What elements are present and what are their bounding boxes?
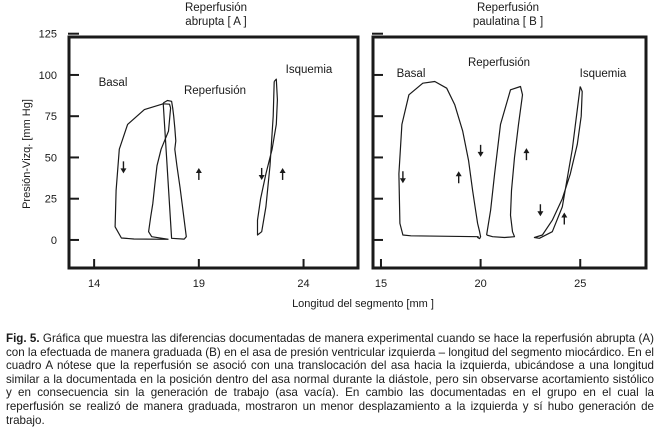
- x-tick-label: 15: [374, 278, 388, 290]
- arrow-head: [196, 168, 202, 173]
- caption-text: Gráfica que muestra las diferencias documentadas de manera experimental cuando se hace la reperfusión abrupta (A) con la efectuada de manera graduada (B) en el asa de presión ventricular izquierda – longitud del segmento miocárdico. En el cuadro A nótese que la reperfusión se asoció con una translocación del asa hacia la izquierda, ubicándose a una longitud similar a la documentada en la posición dentro del asa normal durante la diástole, pero sin observarse acortamiento sistólico y en consecuencia sin la generación de trabajo (asa vacía). En cambio las documentadas en el grupo en el cual la reperfusión se realizó de manera graduada, mostraron un menor desplazamiento a la izquierda y sí hubo generación de trabajo.: [6, 332, 654, 427]
- y-tick-label: 100: [38, 69, 57, 82]
- loop-isquemia: [534, 87, 582, 239]
- panel-title-line1: Reperfusión: [184, 2, 248, 14]
- y-axis-label: Presión-Vizq. [mm Hg]: [21, 99, 33, 209]
- y-tick-label: 75: [44, 111, 57, 124]
- arrow-head: [280, 168, 286, 173]
- panel-b: [372, 2, 646, 290]
- loop-reperfusi-n: [163, 101, 186, 240]
- x-tick-label: 25: [574, 278, 587, 290]
- y-tick-label: 0: [50, 234, 57, 247]
- arrow-head: [456, 171, 462, 176]
- arrow-head: [120, 168, 126, 173]
- panel-title-line2: abrupta [ A ]: [185, 16, 247, 28]
- loop-label: Basal: [98, 77, 128, 89]
- y-tick-label: 50: [44, 152, 57, 165]
- x-tick-label: 14: [88, 278, 101, 290]
- loop-isquemia: [258, 79, 278, 235]
- arrow-head: [478, 152, 484, 157]
- loop-label: Isquemia: [579, 68, 627, 80]
- loop-label: Basal: [396, 68, 426, 80]
- y-tick-label: 125: [38, 28, 57, 41]
- y-tick-label: 25: [44, 193, 57, 206]
- x-tick-label: 24: [297, 278, 310, 290]
- arrow-head: [523, 148, 529, 153]
- x-tick-label: 20: [474, 278, 487, 290]
- x-axis-label: Longitud del segmento [mm ]: [292, 298, 434, 310]
- arrow-head: [561, 213, 567, 218]
- loop-basal: [399, 82, 481, 239]
- caption-label: Fig. 5.: [6, 332, 40, 345]
- panel-title-line1: Reperfusión: [476, 2, 540, 14]
- loop-label: Reperfusión: [467, 57, 531, 69]
- arrow-head: [400, 178, 406, 183]
- panel-title-line2: paulatina [ B ]: [472, 16, 544, 28]
- figure-caption: [6, 332, 654, 427]
- loop-label: Isquemia: [285, 64, 333, 76]
- arrow-head: [259, 175, 265, 180]
- panel-a: [39, 2, 358, 290]
- loop-label: Reperfusión: [183, 85, 247, 97]
- x-tick-label: 19: [192, 278, 205, 290]
- loop-reperfusi-n: [487, 87, 523, 238]
- arrow-head: [537, 211, 543, 216]
